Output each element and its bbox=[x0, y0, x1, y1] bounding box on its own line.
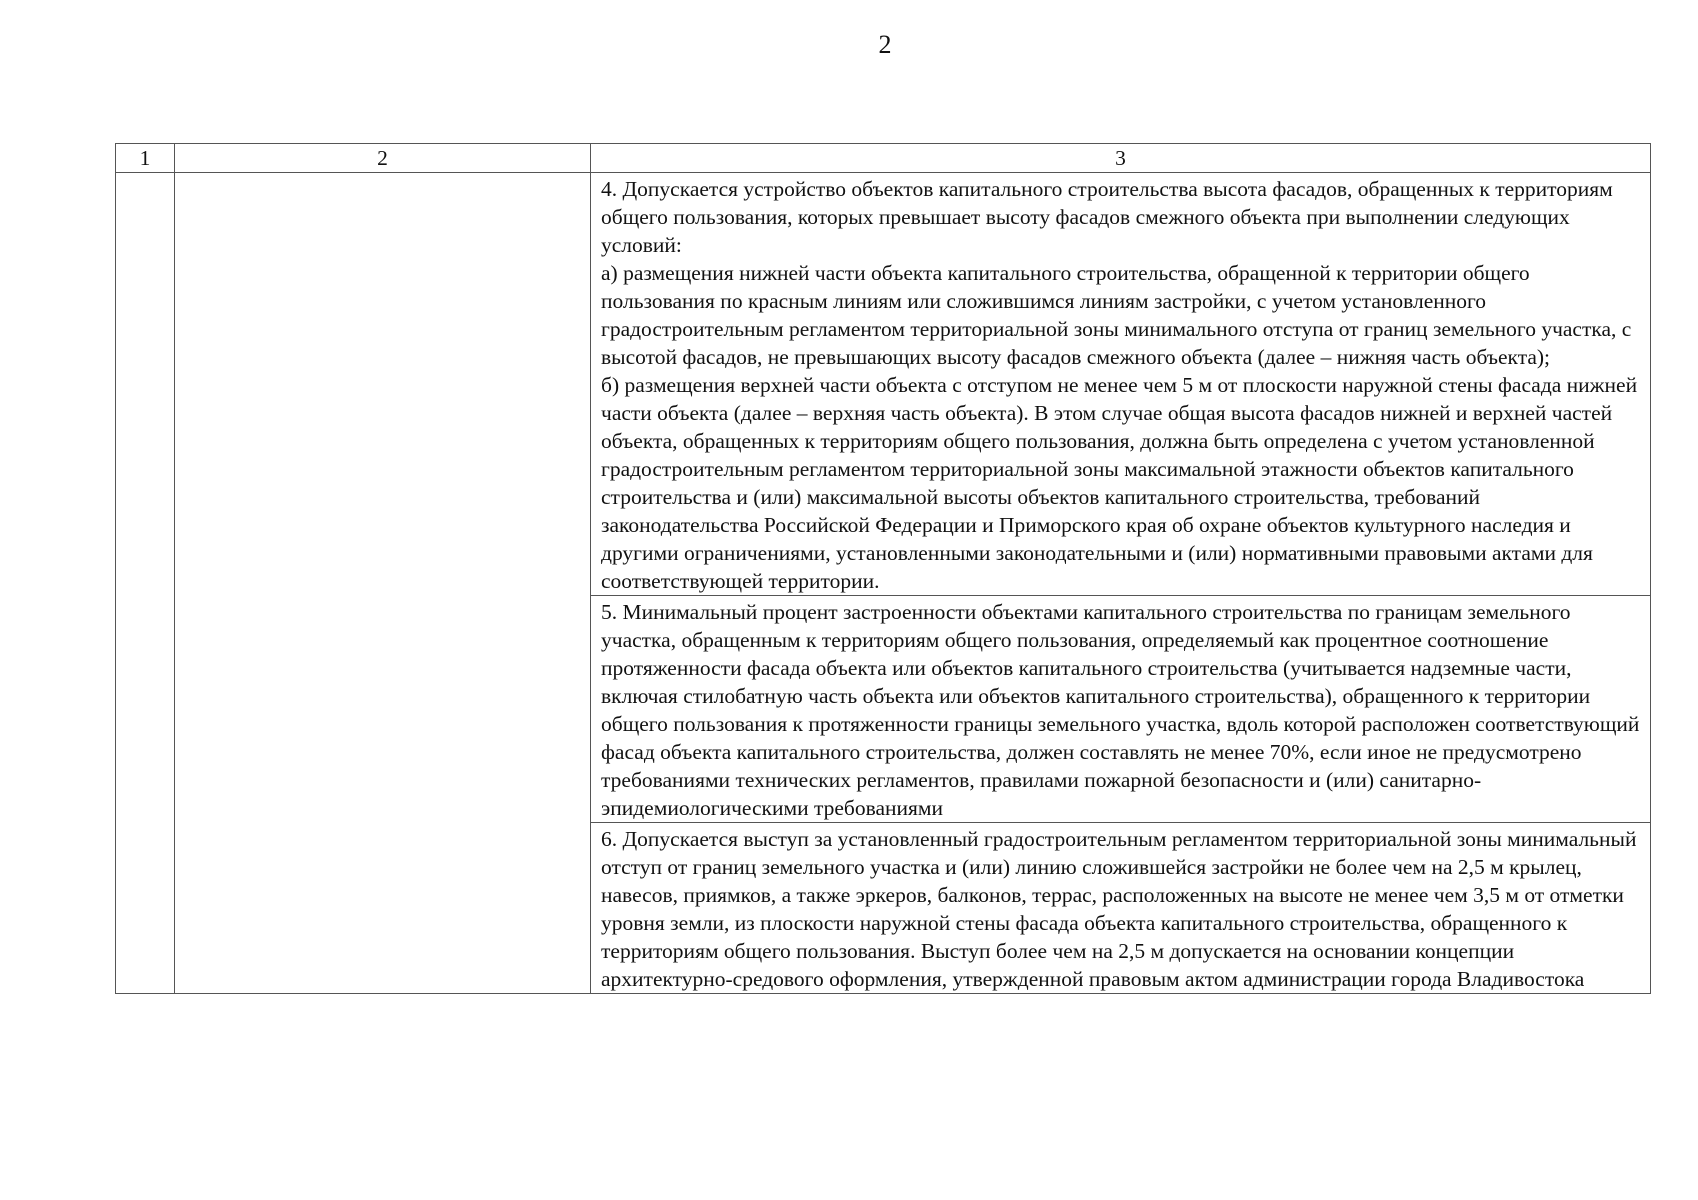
requirement-cell-5 bbox=[591, 596, 1651, 823]
empty-cell-col-1 bbox=[116, 173, 175, 994]
requirement-cell-6 bbox=[591, 823, 1651, 994]
column-header-1: 1 bbox=[116, 144, 175, 173]
empty-cell-col-2 bbox=[175, 173, 591, 994]
column-header-2: 2 bbox=[175, 144, 591, 173]
paragraph-4-a: а) размещения нижней части объекта капитального строительства, обращенной к территории общего пользования по красным линиям или сложившимся линиям застройки, с учетом установленного градостроительным регламентом территориальной зоны минимального отступа от границ земельного участка, с высотой фасадов, не превышающих высоту фасадов смежного объекта (далее – нижняя часть объекта); bbox=[601, 261, 1632, 369]
paragraph-6: 6. Допускается выступ за установленный градостроительным регламентом территориальной зоны минимальный отступ от границ земельного участка и (или) линию сложившейся застройки не более чем на 2,5 м крылец, навесов, приямков, а также эркеров, балконов, террас, расположенных на высоте не менее чем 3,5 м от отметки уровня земли, из плоскости наружной стены фасада объекта капитального строительства, обращенного к территориям общего пользования. Выступ более чем на 2,5 м допускается на основании концепции архитектурно-средового оформления, утвержденной правовым актом администрации города Владивостока bbox=[601, 827, 1637, 991]
regulation-table bbox=[115, 143, 1651, 994]
table-row bbox=[116, 173, 1651, 596]
page-number: 2 bbox=[878, 30, 892, 59]
requirement-cell-4 bbox=[591, 173, 1651, 596]
paragraph-5: 5. Минимальный процент застроенности объектами капитального строительства по границам земельного участка, обращенным к территориям общего пользования, определяемый как процентное соотношение протяженности фасада объекта или объектов капитального строительства (учитывается надземные части, включая стилобатную часть объекта или объектов капитального строительства), обращенного к территории общего пользования к протяженности границы земельного участка, вдоль которой расположен соответствующий фасад объекта капитального строительства, должен составлять не менее 70%, если иное не предусмотрено требованиями технических регламентов, правилами пожарной безопасности и (или) санитарно-эпидемиологическими требованиями bbox=[601, 600, 1640, 820]
column-header-3: 3 bbox=[591, 144, 1651, 173]
table-header-row bbox=[116, 144, 1651, 173]
paragraph-4-b: б) размещения верхней части объекта с отступом не менее чем 5 м от плоскости наружной стены фасада нижней части объекта (далее – верхняя часть объекта). В этом случае общая высота фасадов нижней и верхней частей объекта, обращенных к территориям общего пользования, должна быть определена с учетом установленной градостроительным регламентом территориальной зоны максимальной этажности объектов капитального строительства и (или) максимальной высоты объектов капитального строительства, требований законодательства Российской Федерации и Приморского края об охране объектов культурного наследия и другими ограничениями, установленными законодательными и (или) нормативными правовыми актами для соответствующей территории. bbox=[601, 373, 1638, 593]
paragraph-4-intro: 4. Допускается устройство объектов капитального строительства высота фасадов, обращенных к территориям общего пользования, которых превышает высоту фасадов смежного объекта при выполнении следующих условий: bbox=[601, 177, 1613, 257]
